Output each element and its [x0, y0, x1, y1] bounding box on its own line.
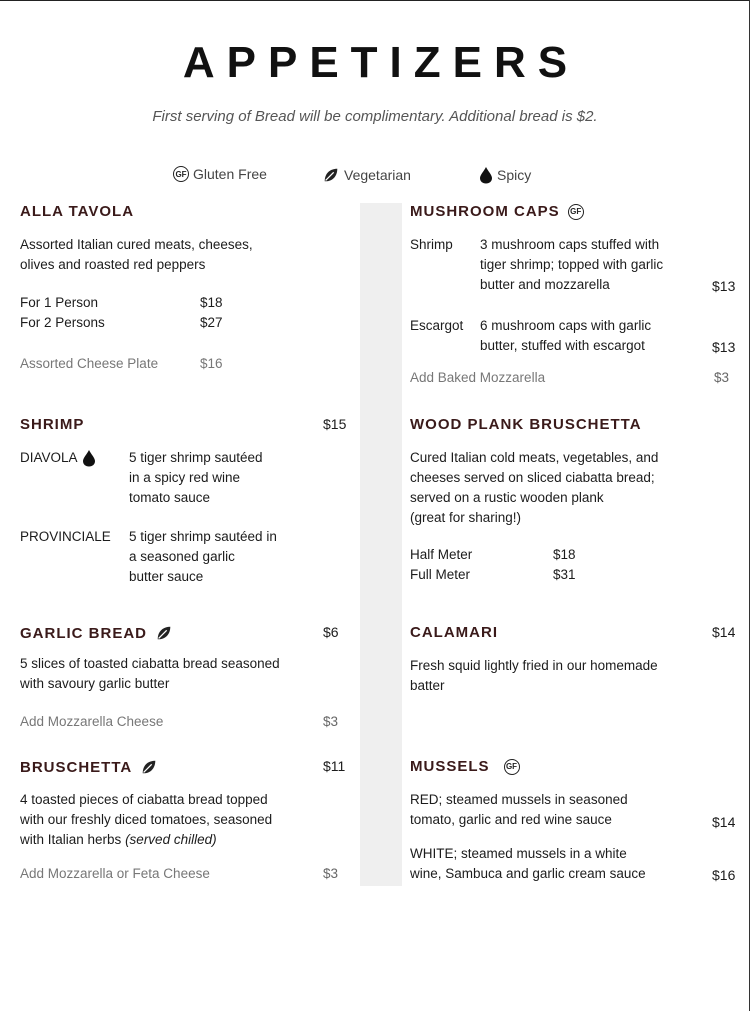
- mussels-red-desc: [410, 790, 628, 830]
- desc-line: wine, Sambuca and garlic cream sauce: [410, 866, 646, 881]
- desc-line: olives and roasted red peppers: [20, 257, 206, 272]
- desc-line: WHITE; steamed mussels in a white: [410, 846, 627, 861]
- spicy-drop-icon: [479, 166, 493, 184]
- desc-line: butter sauce: [129, 569, 204, 584]
- garlic-bread-heading: [20, 624, 173, 642]
- calamari-heading: [410, 624, 498, 641]
- desc-line: tomato sauce: [129, 490, 211, 505]
- desc-line: a seasoned garlic: [129, 549, 235, 564]
- mussels-white-price: $16: [712, 867, 736, 883]
- garlic-bread-price: $6: [323, 624, 339, 640]
- leaf-icon: [140, 758, 158, 776]
- desc-line: 6 mushroom caps with garlic: [480, 318, 652, 333]
- alla-tavola-name: ALLA TAVOLA: [20, 203, 135, 220]
- desc-line: 4 toasted pieces of ciabatta bread topped: [20, 792, 268, 807]
- bruschetta-heading: [20, 758, 158, 776]
- alla-tavola-opt1-price: $18: [200, 295, 223, 310]
- mushroom-shrimp-price: $13: [712, 278, 736, 294]
- calamari-desc: [410, 656, 658, 696]
- desc-line: tiger shrimp; topped with garlic: [480, 257, 664, 272]
- desc-line: 5 tiger shrimp sautéed: [129, 450, 263, 465]
- garlic-bread-desc: [20, 654, 280, 694]
- half-meter-label: Half Meter: [410, 547, 473, 562]
- provinciale-desc: [129, 527, 277, 587]
- mussels-white-desc: [410, 844, 646, 884]
- add-cheese-price: $3: [323, 866, 339, 881]
- top-border: [0, 0, 750, 1]
- legend-gluten-free: [173, 166, 267, 182]
- mushroom-escargot-price: $13: [712, 339, 736, 355]
- mussels-name: MUSSELS: [410, 758, 490, 775]
- desc-line: Fresh squid lightly fried in our homemade: [410, 658, 658, 673]
- bruschetta-name: BRUSCHETTA: [20, 758, 133, 776]
- half-meter-price: $18: [553, 547, 576, 562]
- desc-line: RED; steamed mussels in seasoned: [410, 792, 628, 807]
- leaf-icon: [155, 624, 173, 642]
- desc-line: in a spicy red wine: [129, 470, 241, 485]
- cheese-plate-label: Assorted Cheese Plate: [20, 356, 159, 371]
- mussels-red-price: $14: [712, 814, 736, 830]
- add-baked-mozzarella-label: Add Baked Mozzarella: [410, 370, 546, 385]
- add-baked-mozzarella-price: $3: [714, 370, 730, 385]
- desc-text: with Italian herbs: [20, 832, 126, 847]
- shrimp-price: $15: [323, 416, 347, 432]
- desc-line: batter: [410, 678, 445, 693]
- calamari-name: CALAMARI: [410, 624, 498, 641]
- column-divider: [360, 203, 402, 886]
- calamari-price: $14: [712, 624, 736, 640]
- desc-line: served on a rustic wooden plank: [410, 490, 604, 505]
- desc-line: butter and mozzarella: [480, 277, 610, 292]
- desc-line: Assorted Italian cured meats, cheeses,: [20, 237, 253, 252]
- bread-note: First serving of Bread will be complimentary. Additional bread is $2.: [152, 108, 598, 125]
- alla-tavola-heading: [20, 203, 134, 220]
- spicy-drop-icon: [82, 449, 96, 467]
- shrimp-name: SHRIMP: [20, 416, 85, 433]
- alla-tavola-opt2-price: $27: [200, 315, 223, 330]
- bruschetta-desc: [20, 790, 272, 850]
- mussels-heading: [410, 758, 520, 775]
- mushroom-shrimp-label: Shrimp: [410, 237, 453, 252]
- gluten-free-icon: GF: [173, 166, 189, 182]
- mushroom-escargot-desc: [480, 316, 651, 356]
- wood-plank-heading: [410, 416, 642, 433]
- served-chilled-note: (served chilled): [125, 832, 217, 847]
- wood-plank-desc: [410, 448, 658, 528]
- desc-line: 5 tiger shrimp sautéed in: [129, 529, 277, 544]
- gluten-free-icon: GF: [568, 204, 584, 220]
- wood-plank-name: WOOD PLANK BRUSCHETTA: [410, 416, 642, 433]
- alla-tavola-desc: [20, 235, 253, 275]
- page-title: APPETIZERS: [182, 38, 580, 87]
- desc-line: cheeses served on sliced ciabatta bread;: [410, 470, 655, 485]
- mushroom-caps-heading: [410, 203, 584, 220]
- legend-gluten-free-label: Gluten Free: [193, 166, 267, 182]
- mushroom-escargot-label: Escargot: [410, 318, 464, 333]
- provinciale-label: PROVINCIALE: [20, 529, 111, 544]
- desc-line: Cured Italian cold meats, vegetables, and: [410, 450, 659, 465]
- mushroom-caps-name: MUSHROOM CAPS: [410, 203, 560, 220]
- garlic-bread-name: GARLIC BREAD: [20, 624, 147, 642]
- desc-line: [20, 830, 272, 850]
- alla-tavola-opt1-label: For 1 Person: [20, 295, 99, 310]
- full-meter-price: $31: [553, 567, 576, 582]
- full-meter-label: Full Meter: [410, 567, 471, 582]
- diavola-desc: [129, 448, 263, 508]
- mushroom-shrimp-desc: [480, 235, 663, 295]
- gluten-free-icon: GF: [504, 759, 520, 775]
- desc-line: with savoury garlic butter: [20, 676, 170, 691]
- diavola-label-row: [20, 448, 96, 468]
- add-cheese-label: Add Mozzarella or Feta Cheese: [20, 866, 210, 881]
- legend-vegetarian: [322, 166, 411, 184]
- desc-line: (great for sharing!): [410, 510, 522, 525]
- desc-line: tomato, garlic and red wine sauce: [410, 812, 612, 827]
- shrimp-heading: [20, 416, 84, 433]
- legend-spicy: [479, 166, 531, 184]
- desc-line: 5 slices of toasted ciabatta bread seasoned: [20, 656, 280, 671]
- diavola-label: DIAVOLA: [20, 450, 78, 465]
- desc-line: with our freshly diced tomatoes, seasoned: [20, 812, 273, 827]
- desc-line: butter, stuffed with escargot: [480, 338, 645, 353]
- desc-line: 3 mushroom caps stuffed with: [480, 237, 660, 252]
- add-mozzarella-price: $3: [323, 714, 339, 729]
- leaf-icon: [322, 166, 340, 184]
- add-mozzarella-label: Add Mozzarella Cheese: [20, 714, 164, 729]
- legend-vegetarian-label: Vegetarian: [344, 167, 411, 183]
- cheese-plate-price: $16: [200, 356, 223, 371]
- bruschetta-price: $11: [323, 758, 346, 774]
- alla-tavola-opt2-label: For 2 Persons: [20, 315, 105, 330]
- legend-spicy-label: Spicy: [497, 167, 532, 183]
